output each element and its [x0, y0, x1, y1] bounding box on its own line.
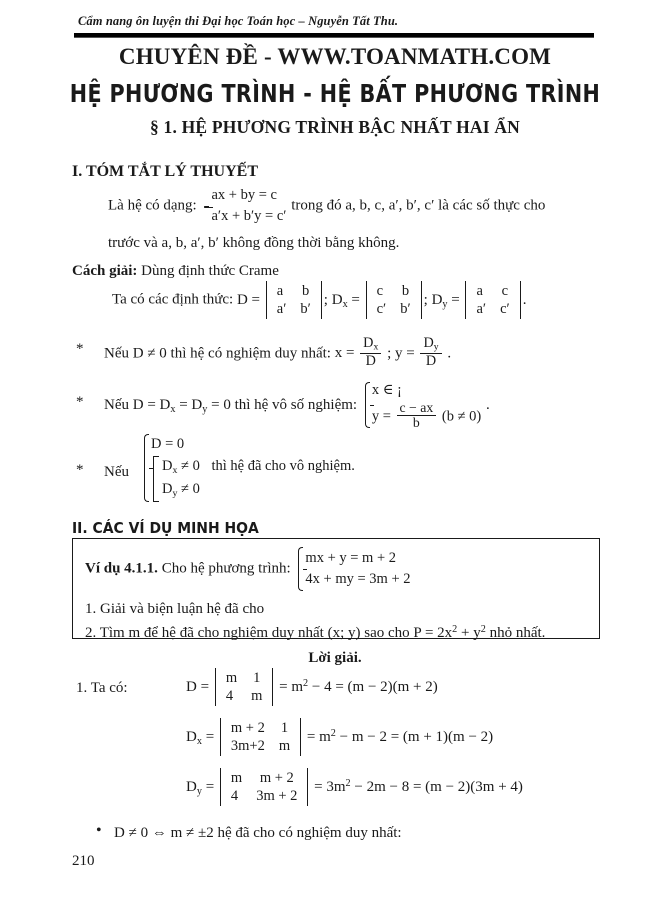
method-text: Dùng định thức Crame — [141, 263, 279, 279]
case-2-row-2-tail: (b ≠ 0) — [441, 408, 482, 425]
cell: c′ — [376, 301, 387, 318]
case-2-sub-1: x — [170, 403, 176, 415]
solution-Dx-name: D — [186, 728, 197, 745]
determinant-Dx-sub: x — [342, 298, 348, 310]
cell: m — [230, 770, 243, 786]
solution-Dx-line — [186, 718, 493, 756]
case-3-row-3 — [162, 479, 355, 501]
solution-Dx-result-a: = m — [306, 728, 331, 745]
denominator: D — [420, 353, 441, 369]
determinant-D-matrix — [266, 281, 322, 319]
case-2-row-2-lead: y = — [371, 408, 391, 425]
page-title-section: § 1. HỆ PHƯƠNG TRÌNH BẬC NHẤT HAI ẨN — [149, 117, 521, 137]
case-3-row-2 — [162, 456, 355, 478]
case-1-mid: ; y = — [387, 345, 415, 362]
solution-Dx-result-b: − m − 2 = (m + 1)(m − 2) — [335, 728, 494, 745]
cell: 3m+2 — [230, 738, 265, 755]
method-line — [72, 261, 279, 281]
separator: ; — [423, 291, 428, 308]
determinant-Dy-matrix — [465, 281, 520, 319]
left-brace-icon — [141, 434, 148, 502]
general-system — [201, 185, 286, 227]
case-2-row-2 — [372, 401, 481, 431]
case-3-marker: * — [76, 462, 84, 478]
cell: 3m + 2 — [256, 788, 298, 805]
cell: b — [401, 283, 410, 299]
theory-intro-line2: trước và a, b, a′, b′ không đồng thời bằng không. — [108, 235, 400, 251]
determinant-Dy-name: D — [431, 291, 443, 308]
example-box — [72, 538, 600, 642]
general-system-row-2: a′x + b′y = c′ — [211, 208, 287, 225]
cell: 1 — [253, 670, 261, 686]
solution-bullet-1: D ≠ 0 ⇔ m ≠ ±2 hệ đã cho có nghiệm duy nhất: — [114, 825, 402, 841]
solution-D-matrix — [215, 668, 274, 706]
solution-Dy-matrix — [220, 768, 309, 806]
determinant-Dx: $D_x$ = c b c′ b′ ; — [332, 292, 432, 308]
example-task-2-sup-2: 2 — [480, 624, 486, 636]
determinant-D-name: D — [236, 291, 248, 308]
case-2-text-after: = 0 thì hệ vô số nghiệm: — [207, 396, 358, 413]
separator: . — [522, 291, 527, 308]
determinant-D: D = a b a′ b′ ; — [237, 292, 332, 308]
determinants-row — [112, 281, 526, 319]
solution-Dy-result-b: − 2m − 8 = (m − 2)(3m + 4) — [350, 778, 523, 795]
section-1-heading: I. TÓM TẮT LÝ THUYẾT — [72, 163, 258, 180]
example-task-2-after: nhỏ nhất. — [485, 625, 546, 642]
theory-intro-tail: trong đó a, b, c, a′, b′, c′ là các số thực cho — [291, 197, 546, 214]
solution-D-name: D — [186, 678, 197, 695]
case-3-row-2-name: D — [162, 458, 173, 475]
solution-Dy: $D_y$ = m m + 2 4 3m + 2 = $3m^2 - 2m - 8 = (m - 2)(3m + 4)$ — [186, 779, 523, 795]
numerator-sub: x — [373, 341, 379, 353]
determinant-Dx-matrix — [366, 281, 422, 319]
header-rule — [74, 33, 594, 38]
determinant-Dy-sub: y — [442, 298, 448, 310]
cell: 1 — [280, 720, 289, 736]
cell: c — [501, 283, 509, 299]
section-2-heading: II. CÁC VÍ DỤ MINH HỌA — [72, 519, 259, 537]
solution-Dx-result-sup: 2 — [330, 727, 336, 739]
solution-D-result-a: = m — [279, 678, 304, 695]
example-system-row-1: mx + y = m + 2 — [305, 549, 397, 566]
numerator: D — [363, 335, 374, 351]
cell: m + 2 — [259, 770, 294, 786]
case-1-x — [334, 335, 387, 369]
case-2-text-mid: = D — [175, 396, 203, 413]
cell: 4 — [225, 688, 234, 705]
determinant-Dx-name: D — [331, 291, 343, 308]
theory-intro — [108, 185, 668, 227]
fraction-c-minus-ax-over-b — [397, 401, 437, 431]
example-system-row-2: 4x + my = 3m + 2 — [305, 571, 411, 587]
case-3-bracket-group — [151, 456, 355, 502]
denominator: D — [360, 353, 381, 369]
case-2-row-1: x ∈ ¡ — [371, 382, 402, 398]
cell: 4 — [230, 788, 239, 805]
solution-D-result-sup: 2 — [303, 677, 309, 689]
example-label: Ví dụ 4.1.1. — [85, 560, 158, 577]
page-title-main: HỆ PHƯƠNG TRÌNH - HỆ BẤT PHƯƠNG TRÌNH — [69, 79, 601, 108]
case-1-text: Nếu D ≠ 0 thì hệ có nghiệm duy nhất: — [104, 345, 331, 362]
cell: a′ — [476, 301, 487, 318]
cell: c′ — [500, 301, 510, 318]
case-1-y — [418, 335, 447, 369]
page-number: 210 — [72, 853, 95, 869]
cell: m — [251, 688, 263, 705]
case-3-row-1: D = 0 — [151, 436, 185, 453]
solution-D: D = m 1 4 m = $m^2 - 4 = (m - 2)(m + 2)$ — [186, 679, 438, 695]
left-brace-icon — [295, 547, 302, 591]
case-1 — [104, 336, 451, 369]
case-3-row-3-tail: ≠ 0 — [177, 480, 200, 497]
case-2-text-before: Nếu D = D — [104, 396, 171, 413]
cell: b — [301, 283, 310, 299]
general-system-row-1: ax + by = c — [211, 187, 277, 203]
solution-Dy-result-sup: 2 — [345, 777, 351, 789]
case-3-row-2-tail: ≠ 0 — [177, 458, 200, 475]
solution-heading: Lời giải. — [308, 650, 362, 666]
solution-Dy-name: D — [186, 778, 197, 795]
determinants-lead: Ta có các định thức: — [112, 291, 234, 308]
theory-intro-lead: Là hệ có dạng: — [108, 197, 197, 214]
example-system — [295, 547, 410, 591]
case-1-x-label: x = — [334, 345, 355, 362]
case-1-marker: * — [76, 341, 84, 357]
example-task-2 — [85, 622, 589, 645]
example-task-2-before: 2. Tìm m để hệ đã cho nghiệm duy nhất (x; y) sao cho P = 2x — [85, 625, 453, 642]
page-title-site: CHUYÊN ĐỀ - WWW.TOANMATH.COM — [118, 44, 552, 69]
case-3-text-after: thì hệ đã cho vô nghiệm. — [211, 458, 355, 475]
cell: b′ — [300, 301, 311, 318]
bullet-icon: • — [96, 822, 102, 839]
determinant-Dy: $D_y$ = a c a′ c′ . — [432, 292, 527, 308]
left-brace-icon — [362, 382, 369, 428]
case-3-system — [140, 434, 356, 502]
case-3-row-3-name: D — [162, 480, 173, 497]
cell: a — [476, 283, 483, 299]
numerator: c − ax — [399, 400, 434, 416]
numerator: D — [423, 335, 434, 351]
cell: c — [376, 283, 384, 299]
example-task-2-mid: + y — [457, 625, 481, 642]
cell: a′ — [276, 301, 287, 318]
solution-Dx-matrix — [220, 718, 301, 756]
case-3-label: Nếu — [104, 464, 129, 480]
case-3-row-3-sub: y — [172, 487, 178, 499]
running-head: Cẩm nang ôn luyện thi Đại học Toán học – Nguyễn Tất Thu. — [78, 14, 399, 28]
example-statement — [85, 547, 589, 591]
cell: m + 2 — [230, 720, 265, 736]
solution-Dy-line — [186, 768, 523, 806]
example-lead: Cho hệ phương trình: — [161, 560, 291, 577]
case-2-marker: * — [76, 394, 84, 410]
solution-Dy-result-a: = 3m — [314, 778, 346, 795]
solution-Dx-sub: x — [196, 735, 202, 747]
numerator-sub: y — [433, 341, 439, 353]
solution-Dy-sub: y — [196, 785, 202, 797]
case-2-tail: . — [486, 396, 490, 413]
cell: m — [278, 738, 291, 755]
denominator: b — [397, 415, 437, 430]
fraction-Dy-over-D — [420, 336, 441, 369]
solution-Dx: $D_x$ = m + 2 1 3m+2 m = $m^2 - m - 2 = (m + 1)(m - 2)$ — [186, 729, 493, 745]
separator: ; — [323, 291, 328, 308]
case-3-row-2-sub: x — [172, 465, 178, 477]
cell: a — [276, 283, 284, 299]
case-2 — [104, 380, 490, 431]
square-bracket-icon — [151, 456, 159, 502]
solution-D-line — [186, 668, 438, 706]
fraction-Dx-over-D — [360, 336, 381, 369]
solution-step-1-label: 1. Ta có: — [76, 680, 128, 696]
case-1-tail: . — [447, 345, 452, 362]
case-2-sub-2: y — [202, 403, 208, 415]
example-task-1: 1. Giải và biện luận hệ đã cho — [85, 601, 265, 617]
solution-D-result-b: − 4 = (m − 2)(m + 2) — [308, 678, 438, 695]
cell: b′ — [400, 301, 411, 318]
method-label: Cách giải: — [72, 263, 138, 279]
cell: m — [225, 670, 238, 686]
example-task-2-sup-1: 2 — [452, 624, 458, 636]
case-2-system — [362, 380, 481, 431]
